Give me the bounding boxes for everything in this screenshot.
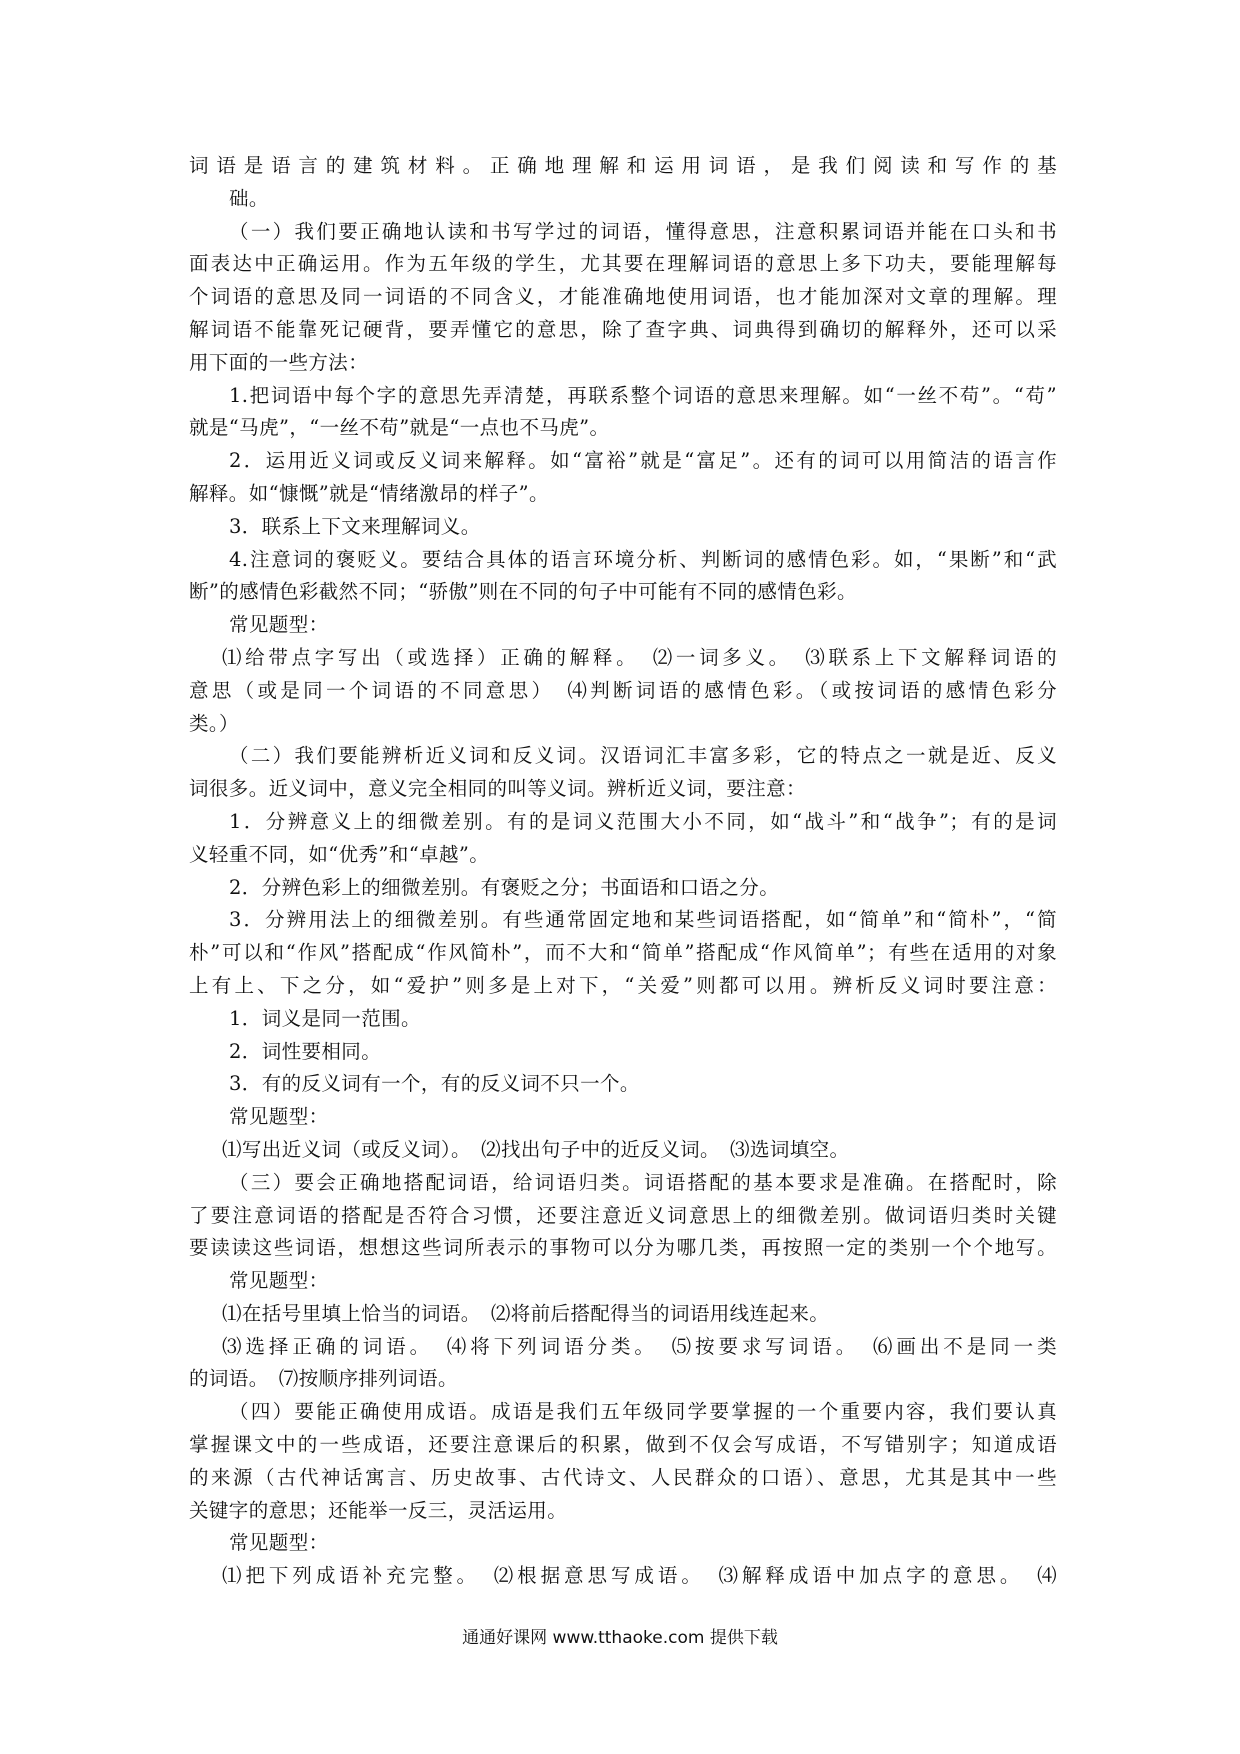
paragraph-line: 上有上、下之分，如“爱护”则多是上对下，“关爱”则都可以用。辨析反义词时要注意： — [189, 973, 1057, 997]
question-type-line: ⑴把下列成语补充完整。 ⑵根据意思写成语。 ⑶解释成语中加点字的意思。 ⑷ — [222, 1564, 1057, 1588]
question-type-line: 类。） — [189, 711, 239, 735]
paragraph-line: 用下面的一些方法： — [189, 350, 369, 374]
paragraph-line: 解词语不能靠死记硬背，要弄懂它的意思，除了查字典、词典得到确切的解释外，还可以采 — [189, 317, 1057, 341]
paragraph-line: 解释。如“慷慨”就是“情绪激昂的样子”。 — [189, 481, 549, 505]
paragraph-line: 2．分辨色彩上的细微差别。有褒贬之分；书面语和口语之分。 — [229, 875, 780, 899]
paragraph-line: 3．有的反义词有一个，有的反义词不只一个。 — [229, 1072, 640, 1096]
paragraph-line: 义轻重不同，如“优秀”和“卓越”。 — [189, 842, 490, 866]
paragraph-line: 1．分辨意义上的细微差别。有的是词义范围大小不同，如“战斗”和“战争”；有的是词 — [229, 809, 1057, 833]
paragraph-line: 词语是语言的建筑材料。正确地理解和运用词语，是我们阅读和写作的基 — [189, 154, 1057, 177]
question-type-line: ⑴在括号里填上恰当的词语。 ⑵将前后搭配得当的词语用线连起来。 — [222, 1301, 830, 1325]
question-type-line: 的词语。 ⑺按顺序排列词语。 — [189, 1367, 458, 1391]
paragraph-line: （一）我们要正确地认读和书写学过的词语，懂得意思，注意积累词语并能在口头和书 — [229, 219, 1057, 243]
paragraph-line: 面表达中正确运用。作为五年级的学生，尤其要在理解词语的意思上多下功夫，要能理解每 — [189, 252, 1057, 276]
paragraph-line: （四）要能正确使用成语。成语是我们五年级同学要掌握的一个重要内容，我们要认真 — [229, 1400, 1057, 1424]
paragraph-line: 就是“马虎”，“一丝不苟”就是“一点也不马虎”。 — [189, 416, 610, 440]
paragraph-line: 的来源（古代神话寓言、历史故事、古代诗文、人民群众的口语）、意思，尤其是其中一些 — [189, 1465, 1057, 1489]
section-subheading: 常见题型： — [229, 613, 329, 637]
question-type-line: ⑴给带点字写出（或选择）正确的解释。 ⑵一词多义。 ⑶联系上下文解释词语的 — [222, 645, 1057, 669]
paragraph-line: 3．联系上下文来理解词义。 — [229, 514, 481, 538]
question-type-line: ⑶选择正确的词语。 ⑷将下列词语分类。 ⑸按要求写词语。 ⑹画出不是同一类 — [222, 1334, 1057, 1358]
paragraph-line: 了要注意词语的搭配是否符合习惯，还要注意近义词意思上的细微差别。做词语归类时关键 — [189, 1203, 1057, 1227]
page-footer: 通通好课网 www.tthaoke.com 提供下载 — [462, 1628, 778, 1648]
paragraph-line: 2．运用近义词或反义词来解释。如“富裕”就是“富足”。还有的词可以用简洁的语言作 — [229, 449, 1057, 473]
paragraph-line: 朴”可以和“作风”搭配成“作风简朴”，而不大和“简单”搭配成“作风简单”；有些在适用的对象 — [189, 941, 1057, 965]
paragraph-line: 3．分辨用法上的细微差别。有些通常固定地和某些词语搭配，如“简单”和“简朴”，“简 — [229, 908, 1057, 932]
section-subheading: 常见题型： — [229, 1269, 329, 1293]
paragraph-line: 关键字的意思；还能举一反三，灵活运用。 — [189, 1498, 568, 1522]
document-body — [189, 150, 1057, 1593]
question-type-line: 意思（或是同一个词语的不同意思） ⑷判断词语的感情色彩。（或按词语的感情色彩分 — [189, 678, 1057, 702]
paragraph-line: 4.注意词的褒贬义。要结合具体的语言环境分析、判断词的感情色彩。如，“果断”和“武 — [229, 547, 1057, 571]
paragraph-line: 1．词义是同一范围。 — [229, 1006, 421, 1030]
question-type-line: ⑴写出近义词（或反义词）。 ⑵找出句子中的近反义词。 ⑶选词填空。 — [222, 1137, 850, 1161]
paragraph-line: 要读读这些词语，想想这些词所表示的事物可以分为哪几类，再按照一定的类别一个个地写。 — [189, 1236, 1057, 1260]
paragraph-line: 础。 — [229, 186, 269, 210]
paragraph-line: 断”的感情色彩截然不同；“骄傲”则在不同的句子中可能有不同的感情色彩。 — [189, 580, 857, 604]
paragraph-line: 掌握课文中的一些成语，还要注意课后的积累，做到不仅会写成语，不写错别字；知道成语 — [189, 1433, 1057, 1457]
section-subheading: 常见题型： — [229, 1105, 329, 1129]
paragraph-line: （三）要会正确地搭配词语，给词语归类。词语搭配的基本要求是准确。在搭配时，除 — [229, 1170, 1057, 1194]
paragraph-line: （二）我们要能辨析近义词和反义词。汉语词汇丰富多彩，它的特点之一就是近、反义 — [229, 744, 1057, 768]
paragraph-line: 1.把词语中每个字的意思先弄清楚，再联系整个词语的意思来理解。如“一丝不苟”。“苟” — [229, 383, 1057, 407]
paragraph-line: 2．词性要相同。 — [229, 1039, 382, 1063]
paragraph-line: 个词语的意思及同一词语的不同含义，才能准确地使用词语，也才能加深对文章的理解。理 — [189, 285, 1057, 309]
paragraph-line: 词很多。近义词中，意义完全相同的叫等义词。辨析近义词，要注意： — [189, 777, 806, 801]
section-subheading: 常见题型： — [229, 1531, 329, 1555]
